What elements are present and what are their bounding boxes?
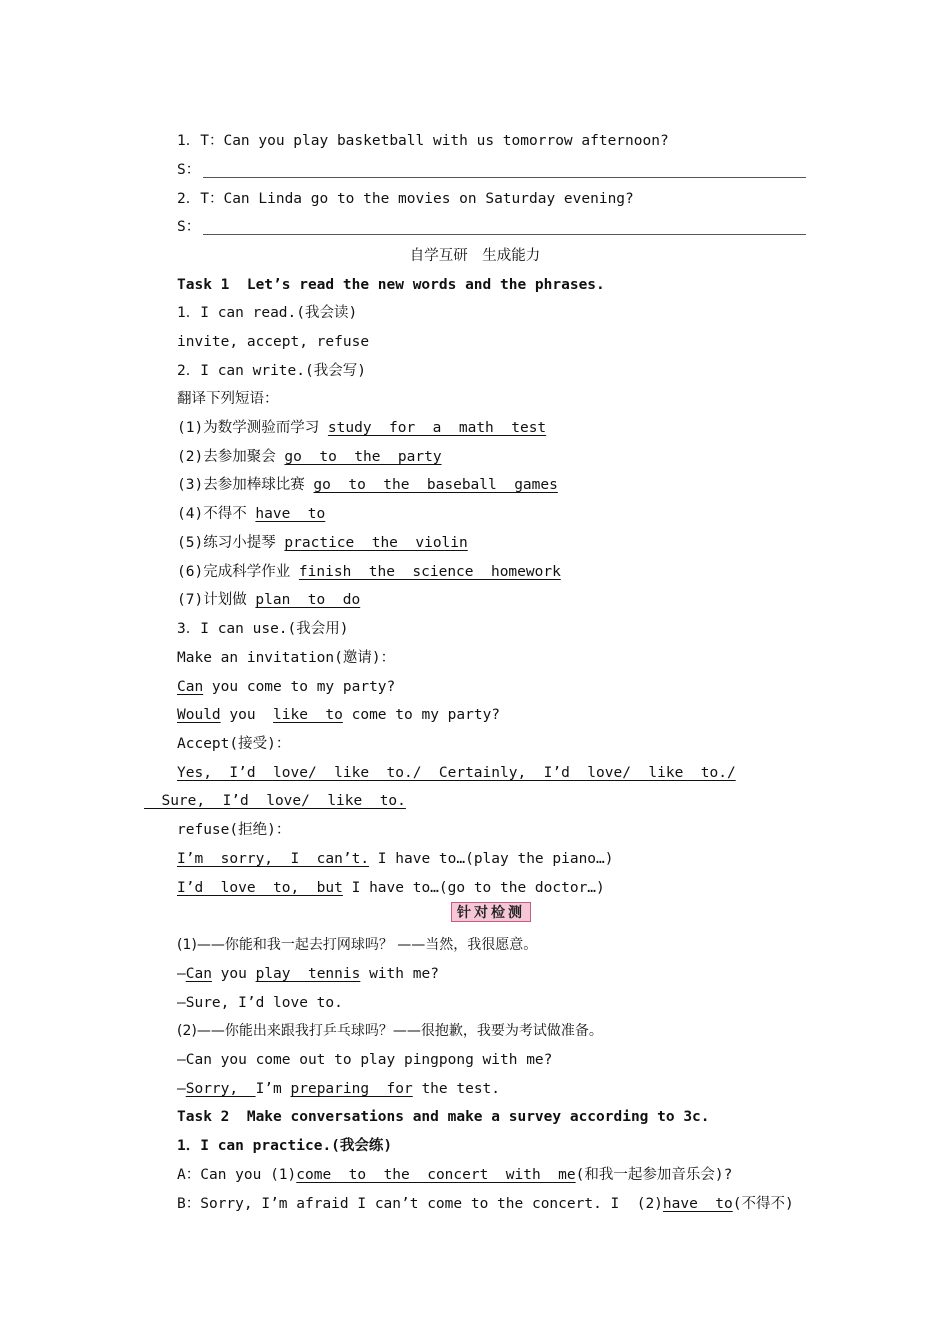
phrase-cn: (2)去参加聚会: [177, 449, 285, 465]
phrase-answer: study for a math test: [327, 420, 547, 436]
blank-answer: I’d love to, but: [177, 880, 343, 896]
phrase-cn: (6)完成科学作业: [177, 564, 299, 580]
phrase-item: [177, 504, 325, 524]
use-heading: 3．I can use.(我会用): [177, 621, 349, 637]
practice-heading: 1．I can practice.(我会练): [177, 1138, 393, 1154]
task1-title: Task 1 Let’s read the new words and the phrases.: [177, 277, 605, 293]
check-q1-chinese: (1)——你能和我一起去打网球吗？ ——当然，我很愿意。: [177, 937, 538, 953]
check-q1-line-b: —Sure, I’d love to.: [177, 995, 343, 1011]
phrase-answer: go to the party: [284, 449, 442, 465]
phrase-item: [177, 447, 442, 467]
blank-answer: Sorry,: [185, 1081, 256, 1097]
phrase-cn: (3)去参加棒球比赛: [177, 477, 314, 493]
prequestion-2: 2．T：Can Linda go to the movies on Saturday evening?: [177, 191, 634, 207]
phrase-item: [177, 418, 546, 438]
accept-answer-line-1: Yes, I’d love/ like to./ Certainly, I’d love/ like to./: [177, 765, 736, 781]
dialogue-b: B：Sorry, I’m afraid I can’t come to the concert. I (2)have to(不得不): [177, 1196, 794, 1212]
check-q2-chinese: (2)——你能出来跟我打乒乓球吗？——很抱歉，我要为考试做准备。: [177, 1023, 603, 1039]
refuse-sentence-1: I’m sorry, I can’t. I have to…(play the piano…): [177, 851, 614, 867]
accept-label: Accept(接受)：: [177, 736, 291, 752]
blank-answer: I’m sorry, I can’t.: [177, 851, 370, 867]
phrase-cn: (4)不得不: [177, 506, 256, 522]
prequestion-1: 1．T：Can you play basketball with us tomorrow afternoon?: [177, 133, 669, 149]
refuse-sentence-2: I’d love to, but I have to…(go to the doctor…): [177, 880, 605, 896]
accept-answer-line-2: Sure, I’d love/ like to.: [144, 793, 406, 809]
blank-answer: come to the concert with me: [296, 1167, 576, 1183]
phrase-answer: plan to do: [255, 592, 361, 608]
section-title: 自学互研 生成能力: [409, 248, 541, 264]
blank-answer: like to: [273, 707, 343, 723]
answer-blank-2[interactable]: [203, 234, 806, 235]
phrase-item: [177, 590, 360, 610]
blank-answer: have to: [662, 1196, 733, 1212]
phrase-answer: go to the baseball games: [313, 477, 558, 493]
dialogue-a: A：Can you (1)come to the concert with me(和我一起参加音乐会)?: [177, 1167, 733, 1183]
phrase-item: [177, 475, 558, 495]
invite-sentence-2: Would you like to come to my party?: [177, 707, 501, 723]
answer-label-2: S：: [177, 219, 201, 235]
blank-answer: Would: [177, 707, 221, 723]
blank-answer: Can: [177, 679, 204, 695]
phrase-answer: have to: [255, 506, 326, 522]
answer-label-1: S：: [177, 162, 201, 178]
check-q2-line-a: —Can you come out to play pingpong with me?: [177, 1052, 553, 1068]
phrase-answer: practice the violin: [284, 535, 468, 551]
read-heading: 1．I can read.(我会读): [177, 305, 358, 321]
invite-label: Make an invitation(邀请)：: [177, 650, 396, 666]
check-q2-line-b: —Sorry, I’m preparing for the test.: [177, 1081, 501, 1097]
blank-answer: preparing for: [290, 1081, 413, 1097]
check-badge: 针对检测: [451, 902, 531, 922]
check-q1-line-a: —Can you play tennis with me?: [177, 966, 439, 982]
translate-prompt: 翻译下列短语：: [177, 391, 279, 407]
phrase-answer: finish the science homework: [298, 564, 561, 580]
blank-answer: play tennis: [255, 966, 361, 982]
phrase-cn: (1)为数学测验而学习: [177, 420, 328, 436]
phrase-cn: (7)计划做: [177, 592, 256, 608]
phrase-item: [177, 533, 468, 553]
vocab-words: invite, accept, refuse: [177, 334, 370, 350]
write-heading: 2．I can write.(我会写): [177, 363, 366, 379]
blank-answer: Can: [185, 966, 212, 982]
task2-title: Task 2 Make conversations and make a survey according to 3c.: [177, 1109, 710, 1125]
phrase-item: [177, 562, 561, 582]
invite-sentence-1: Can you come to my party?: [177, 679, 396, 695]
phrase-cn: (5)练习小提琴: [177, 535, 285, 551]
answer-blank-1[interactable]: [203, 177, 806, 178]
refuse-label: refuse(拒绝)：: [177, 822, 291, 838]
